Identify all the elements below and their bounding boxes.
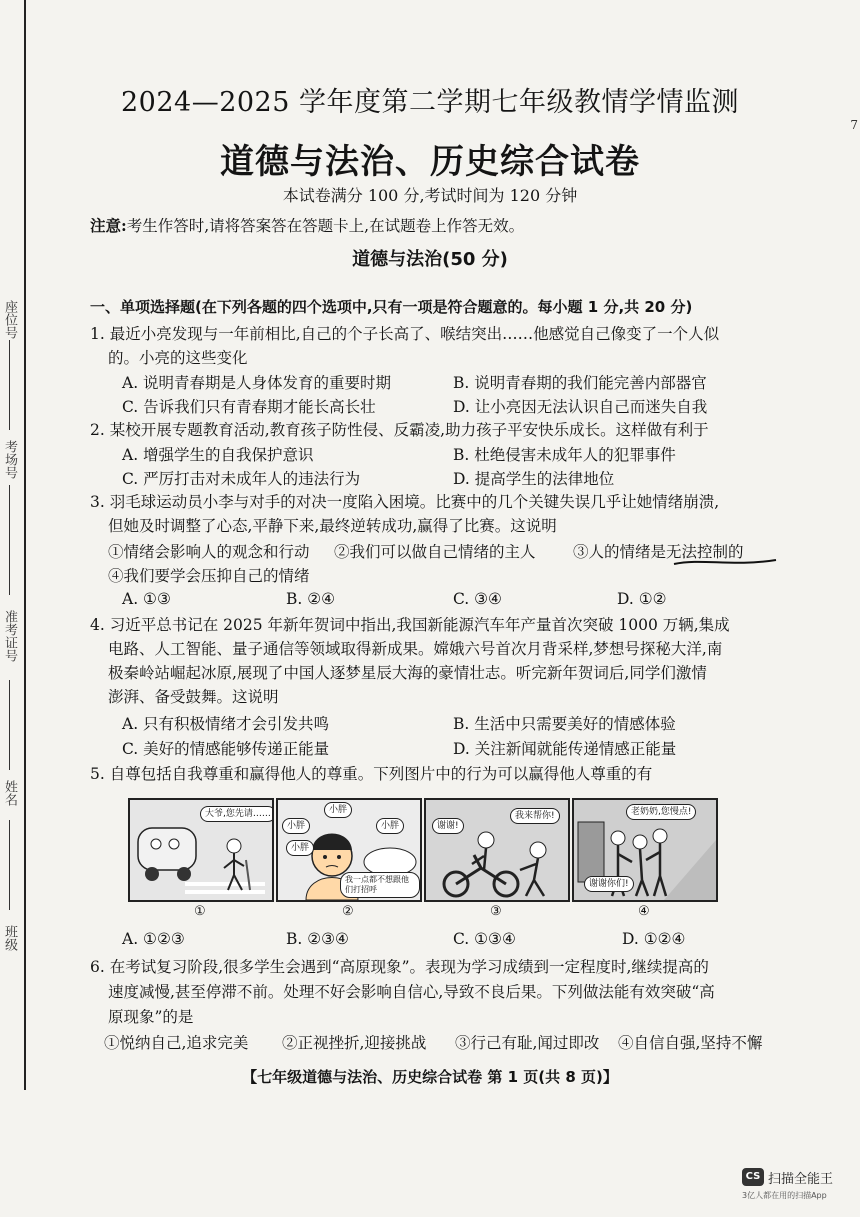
q4-option-a: A. 只有积极情绪才会引发共鸣 bbox=[122, 715, 330, 733]
q3-option-b: B. ②④ bbox=[286, 590, 336, 608]
q4-option-c: C. 美好的情感能够传递正能量 bbox=[122, 740, 330, 758]
q4-stem-line4: 澎湃、备受鼓舞。这说明 bbox=[108, 688, 279, 706]
q2-option-a: A. 增强学生的自我保护意识 bbox=[122, 446, 314, 464]
exam-note bbox=[90, 214, 524, 236]
binding-line bbox=[9, 340, 10, 430]
q6-statement-1: ①悦纳自己,追求完美 bbox=[104, 1034, 249, 1052]
q5-option-b: B. ②③④ bbox=[286, 930, 349, 948]
q4-option-d: D. 关注新闻就能传递情感正能量 bbox=[453, 740, 677, 758]
q3-option-a: A. ①③ bbox=[122, 590, 171, 608]
comic-panel-2 bbox=[276, 798, 422, 902]
q5-option-d: D. ①②④ bbox=[622, 930, 686, 948]
exam-title: 2024—2025 学年度第二学期七年级教情学情监测 bbox=[120, 87, 739, 118]
comic-bubble-1: 大爷,您先请…… bbox=[200, 806, 274, 822]
q1-option-b: B. 说明青春期的我们能完善内部器官 bbox=[453, 374, 707, 392]
comic-bubble-2d: 小胖 bbox=[286, 840, 314, 856]
q6-statement-2: ②正视挫折,迎接挑战 bbox=[282, 1034, 427, 1052]
q5-stem: 5. 自尊包括自我尊重和赢得他人的尊重。下列图片中的行为可以赢得他人尊重的有 bbox=[90, 765, 653, 783]
q2-option-b: B. 杜绝侵害未成年人的犯罪事件 bbox=[453, 446, 676, 464]
q6-statement-4: ④自信自强,坚持不懈 bbox=[618, 1034, 763, 1052]
q1-stem-line2: 的。小亮的这些变化 bbox=[108, 349, 248, 367]
q3-statement-4: ④我们要学会压抑自己的情绪 bbox=[108, 567, 310, 585]
comic-bubble-2a: 小胖 bbox=[324, 802, 352, 818]
q1-option-a: A. 说明青春期是人身体发育的重要时期 bbox=[122, 374, 392, 392]
comic-label-1: ① bbox=[194, 904, 206, 919]
page-footer: 【七年级道德与法治、历史综合试卷 第 1 页(共 8 页)】 bbox=[242, 1068, 618, 1086]
binding-label-class: 班级 bbox=[2, 925, 17, 951]
comic-label-4: ④ bbox=[638, 904, 650, 919]
comic-bubble-2b: 小胖 bbox=[282, 818, 310, 834]
q5-option-a: A. ①②③ bbox=[122, 930, 185, 948]
q5-comic-strip bbox=[128, 798, 778, 919]
q5-option-c: C. ①③④ bbox=[453, 930, 516, 948]
q6-stem-line1: 6. 在考试复习阶段,很多学生会遇到“高原现象”。表现为学习成绩到一定程度时,继续提高的 bbox=[90, 958, 709, 976]
q3-stem-line1: 3. 羽毛球运动员小李与对手的对决一度陷入困境。比赛中的几个关键失误几乎让她情绪崩溃, bbox=[90, 493, 720, 511]
comic-bubble-4b: 谢谢你们! bbox=[584, 876, 634, 892]
scanner-watermark bbox=[742, 1166, 852, 1206]
binding-line bbox=[9, 485, 10, 595]
comic-panel-3 bbox=[424, 798, 570, 902]
comic-bubble-3a: 谢谢! bbox=[432, 818, 464, 834]
q1-option-c: C. 告诉我们只有青春期才能长高长壮 bbox=[122, 398, 376, 416]
q1-option-d: D. 让小亮因无法认识自己而迷失自我 bbox=[453, 398, 708, 416]
q1-stem-line1: 1. 最近小亮发现与一年前相比,自己的个子长高了、喉结突出……他感觉自己像变了一个人似 bbox=[90, 325, 720, 343]
q6-statement-3: ③行己有耻,闻过即改 bbox=[455, 1034, 600, 1052]
binding-label-seat: 座位号 bbox=[2, 300, 17, 339]
q2-option-d: D. 提高学生的法律地位 bbox=[453, 470, 615, 488]
q6-stem-line3: 原现象”的是 bbox=[108, 1008, 194, 1026]
exam-subject: 道德与法治、历史综合试卷 bbox=[220, 142, 640, 182]
q4-stem-line1: 4. 习近平总书记在 2025 年新年贺词中指出,我国新能源汽车年产量首次突破 1000 万辆,集成 bbox=[90, 616, 730, 634]
comic-label-2: ② bbox=[342, 904, 354, 919]
brand-name: 扫描全能王 bbox=[768, 1172, 834, 1187]
q3-statement-1: ①情绪会影响人的观念和行动 bbox=[108, 543, 310, 561]
q4-stem-line3: 极秦岭站崛起冰原,展现了中国人逐梦星辰大海的豪情壮志。听完新年贺词后,同学们激情 bbox=[108, 664, 707, 682]
binding-label-name: 姓名 bbox=[2, 780, 17, 806]
q3-stem-line2: 但她及时调整了心态,平静下来,最终逆转成功,赢得了比赛。这说明 bbox=[108, 517, 557, 535]
q4-option-b: B. 生活中只需要美好的情感体验 bbox=[453, 715, 676, 733]
edge-mark: 7 bbox=[850, 118, 858, 132]
q4-stem-line2: 电路、人工智能、量子通信等领域取得新成果。嫦娥六号首次月背采样,梦想号探秘大洋,南 bbox=[108, 640, 723, 658]
section-title: 道德与法治(50 分) bbox=[352, 249, 508, 270]
q3-option-c: C. ③④ bbox=[453, 590, 502, 608]
q2-option-c: C. 严厉打击对未成年人的违法行为 bbox=[122, 470, 361, 488]
comic-label-3: ③ bbox=[490, 904, 502, 919]
q3-statement-3: ③人的情绪是无法控制的 bbox=[573, 543, 744, 561]
binding-line bbox=[9, 680, 10, 770]
handwritten-underline bbox=[672, 555, 778, 569]
q3-statement-2: ②我们可以做自己情绪的主人 bbox=[334, 543, 536, 561]
comic-panel-4 bbox=[572, 798, 718, 902]
binding-label-ticket: 准考证号 bbox=[2, 610, 17, 662]
q2-stem: 2. 某校开展专题教育活动,教育孩子防性侵、反霸凌,助力孩子平安快乐成长。这样做有利于 bbox=[90, 421, 709, 439]
part1-heading: 一、单项选择题(在下列各题的四个选项中,只有一项是符合题意的。每小题 1 分,共 20 分) bbox=[90, 298, 693, 316]
brand-tagline: 3亿人都在用的扫描App bbox=[742, 1191, 827, 1200]
comic-bubble-3b: 我来帮你! bbox=[510, 808, 560, 824]
note-label: 注意: bbox=[90, 216, 127, 235]
q6-stem-line2: 速度减慢,甚至停滞不前。处理不好会影响自信心,导致不良后果。下列做法能有效突破“高 bbox=[108, 983, 715, 1001]
exam-meta: 本试卷满分 100 分,考试时间为 120 分钟 bbox=[282, 186, 578, 205]
cs-logo-icon: CS bbox=[742, 1168, 764, 1186]
comic-panel-1 bbox=[128, 798, 274, 902]
binding-line bbox=[9, 820, 10, 910]
comic-bubble-4a: 老奶奶,您慢点! bbox=[626, 804, 696, 820]
note-text: 考生作答时,请将答案答在答题卡上,在试题卷上作答无效。 bbox=[126, 217, 525, 235]
binding-label-room: 考场号 bbox=[2, 440, 17, 479]
q3-option-d: D. ①② bbox=[617, 590, 667, 608]
comic-bubble-2e: 我一点都不想跟他们打招呼 bbox=[340, 872, 420, 898]
comic-bubble-2c: 小胖 bbox=[376, 818, 404, 834]
